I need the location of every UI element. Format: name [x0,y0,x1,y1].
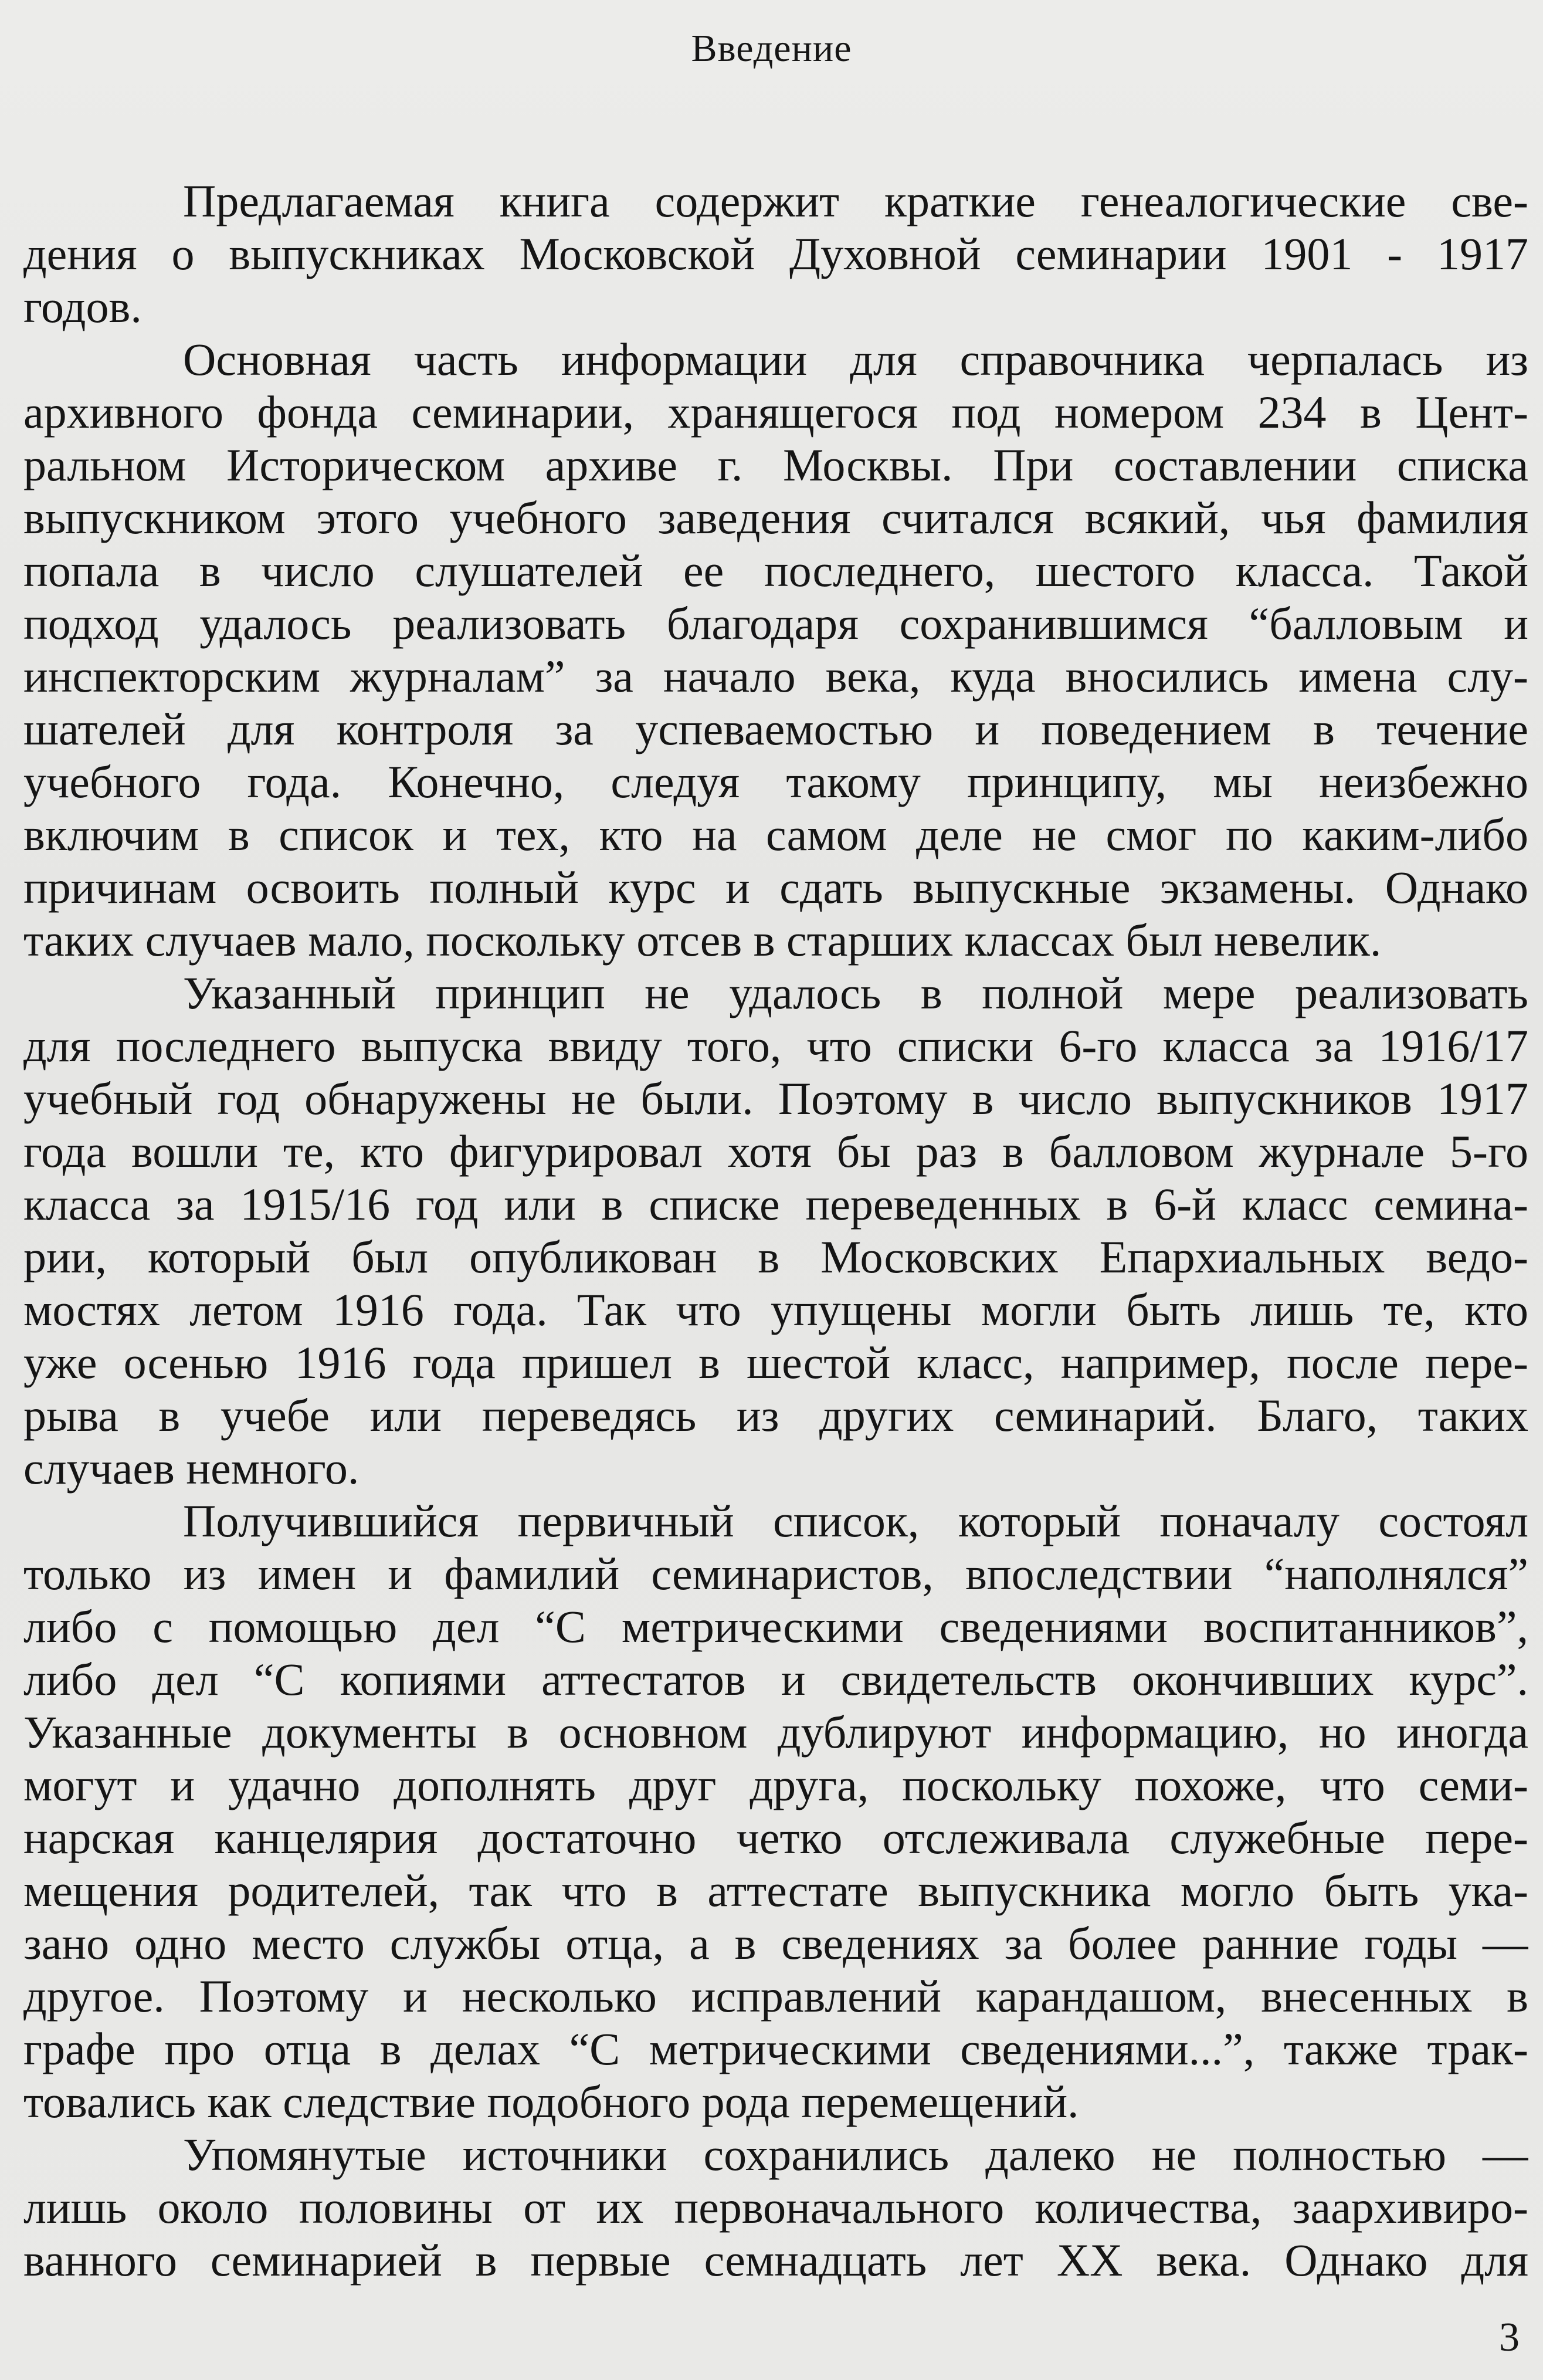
text-line: класса за 1915/16 год или в списке переведенных в 6-й класс семина- [23,1179,1528,1230]
text-line: инспекторским журналам” за начало века, куда вносились имена слу- [23,651,1528,702]
text-line: товались как следствие подобного рода перемещений. [23,2076,1079,2127]
text-line: архивного фонда семинарии, хранящегося под номером 234 в Цент- [23,387,1528,438]
text-line: Предлагаемая книга содержит краткие генеалогические све- [183,175,1528,226]
text-line: Основная часть информации для справочника черпалась из [183,334,1528,385]
text-line: нарская канцелярия достаточно четко отслеживала служебные пере- [23,1812,1528,1863]
text-line: только из имен и фамилий семинаристов, впоследствии “наполнялся” [23,1548,1528,1599]
text-line: случаев немного. [23,1443,360,1494]
text-line: подход удалось реализовать благодаря сохранившимся “балловым и [23,598,1528,649]
text-line: таких случаев мало, поскольку отсев в старших классах был невелик. [23,915,1382,966]
page-title: Введение [691,27,852,70]
text-line: попала в число слушателей ее последнего, шестого класса. Такой [23,545,1528,596]
text-line: дения о выпускниках Московской Духовной семинарии 1901 - 1917 [23,228,1528,279]
text-line: зано одно место службы отца, а в сведениях за более ранние годы — [23,1918,1528,1969]
text-line: ванного семинарией в первые семнадцать лет XX века. Однако для [23,2235,1528,2286]
text-line: для последнего выпуска ввиду того, что списки 6-го класса за 1916/17 [23,1020,1528,1071]
text-line: причинам освоить полный курс и сдать выпускные экзамены. Однако [23,862,1528,913]
text-line: учебный год обнаружены не были. Поэтому в число выпускников 1917 [23,1073,1528,1124]
text-line: уже осенью 1916 года пришел в шестой класс, например, после пере- [23,1337,1528,1388]
text-line: шателей для контроля за успеваемостью и поведением в течение [23,703,1528,754]
text-line: включим в список и тех, кто на самом деле не смог по каким-либо [23,809,1528,860]
text-line: рыва в учебе или переведясь из других семинарий. Благо, таких [23,1390,1528,1441]
text-line: графе про отца в делах “С метрическими сведениями...”, также трак- [23,2023,1528,2074]
text-line: выпускником этого учебного заведения считался всякий, чья фамилия [23,492,1528,543]
page-number: 3 [1499,2315,1520,2360]
text-line: ральном Историческом архиве г. Москвы. При составлении списка [23,439,1528,490]
text-line: учебного года. Конечно, следуя такому принципу, мы неизбежно [23,756,1528,807]
body-text [23,175,1528,2287]
text-line: могут и удачно дополнять друг друга, поскольку похоже, что семи- [23,1759,1528,1810]
text-line: Указанные документы в основном дублируют информацию, но иногда [23,1707,1528,1758]
text-line: лишь около половины от их первоначального количества, заархивиро- [23,2182,1528,2233]
text-line: годов. [23,281,142,332]
text-line: Указанный принцип не удалось в полной мере реализовать [183,967,1528,1018]
text-line: Получившийся первичный список, который поначалу состоял [183,1495,1528,1546]
text-line: либо дел “С копиями аттестатов и свидетельств окончивших курс”. [23,1654,1528,1705]
text-line: мостях летом 1916 года. Так что упущены могли быть лишь те, кто [23,1284,1528,1335]
text-line: мещения родителей, так что в аттестате выпускника могло быть ука- [23,1865,1528,1916]
text-line: либо с помощью дел “С метрическими сведениями воспитанников”, [23,1601,1528,1652]
text-line: Упомянутые источники сохранились далеко не полностью — [183,2129,1528,2180]
text-line: года вошли те, кто фигурировал хотя бы раз в балловом журнале 5-го [23,1126,1528,1177]
text-line: рии, который был опубликован в Московских Епархиальных ведо- [23,1231,1528,1282]
text-line: другое. Поэтому и несколько исправлений карандашом, внесенных в [23,1971,1528,2022]
